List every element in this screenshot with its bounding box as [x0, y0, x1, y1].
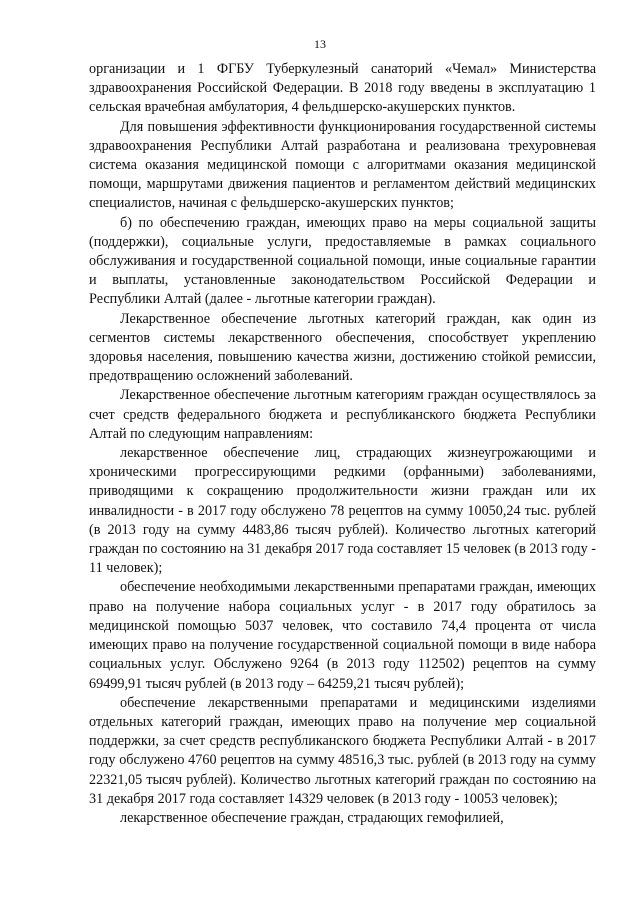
paragraph-hemophilia: лекарственное обеспечение граждан, страдающих гемофилией,	[120, 809, 504, 826]
document-body	[89, 60, 596, 828]
paragraph-continuation: организации и 1 ФГБУ Туберкулезный санаторий «Чемал» Министерства здравоохранения Российской Федерации. В 2018 году введены в эксплуатацию 1 сельская врачебная амбулатория, 4 фельдшерско-акушерских пунктов.	[89, 61, 596, 116]
paragraph-orphan-diseases: лекарственное обеспечение лиц, страдающих жизнеугрожающими и хроническими прогрессирующими редкими (орфанными) заболеваниями, приводящими к сокращению продолжительности жизни граждан или их инвалидности - в 2017 году обслужено 78 рецептов на сумму 10050,24 тыс. рублей (в 2013 году на сумму 4483,86 тысяч рублей). Количество льготных категорий граждан по состоянию на 31 декабря 2017 года составляет 15 человек (в 2013 году - 11 человек);	[89, 445, 597, 577]
page-number: 13	[314, 37, 326, 51]
paragraph-funding-sources: Лекарственное обеспечение льготным категориям граждан осуществлялось за счет средств федерального бюджета и республиканского бюджета Республики Алтай по следующим направлениям:	[89, 387, 596, 442]
paragraph-three-level-system: Для повышения эффективности функционирования государственной системы здравоохранения Республики Алтай разработана и реализована трехуровневая система оказания медицинской помощи с алгоритмами оказания медицинской помощи, маршрутами движения пациентов и регламентом действий медицинских специалистов, начиная с фельдшерско-акушерских пунктов;	[89, 118, 596, 212]
paragraph-drug-provision: Лекарственное обеспечение льготных категорий граждан, как один из сегментов системы лекарственного обеспечения, способствует укреплению здоровья населения, повышению качества жизни, достижению стойкой ремиссии, предотвращению осложнений заболеваний.	[89, 310, 596, 385]
paragraph-item-b: б) по обеспечению граждан, имеющих право на меры социальной защиты (поддержки), социальные услуги, предоставляемые в рамках социального обслуживания и государственной социальной помощи, иные социальные гарантии и выплаты, установленные законодательством Российской Федерации и Республики Алтай (далее - льготные категории граждан).	[89, 214, 596, 308]
paragraph-social-services: обеспечение необходимыми лекарственными препаратами граждан, имеющих право на получение набора социальных услуг - в 2017 году обратилось за медицинской помощью 5037 человек, что составило 74,4 процента от числа имеющих право на получение государственной социальной помощи в виде набора социальных услуг. Обслужено 9264 (в 2013 году 112502) рецептов на сумму 69499,91 тысяч рублей (в 2013 году – 64259,21 тысяч рублей);	[89, 579, 596, 692]
paragraph-regional-budget: обеспечение лекарственными препаратами и медицинскими изделиями отдельных категорий граждан, имеющих право на получение мер социальной поддержки, за счет средств республиканского бюджета Республики Алтай - в 2017 году обслужено 4760 рецептов на сумму 48516,3 тыс. рублей (в 2013 году на сумму 22321,05 тысяч рублей). Количество льготных категорий граждан по состоянию на 31 декабря 2017 года составляет 14329 человек (в 2013 году - 10053 человек);	[89, 694, 596, 807]
